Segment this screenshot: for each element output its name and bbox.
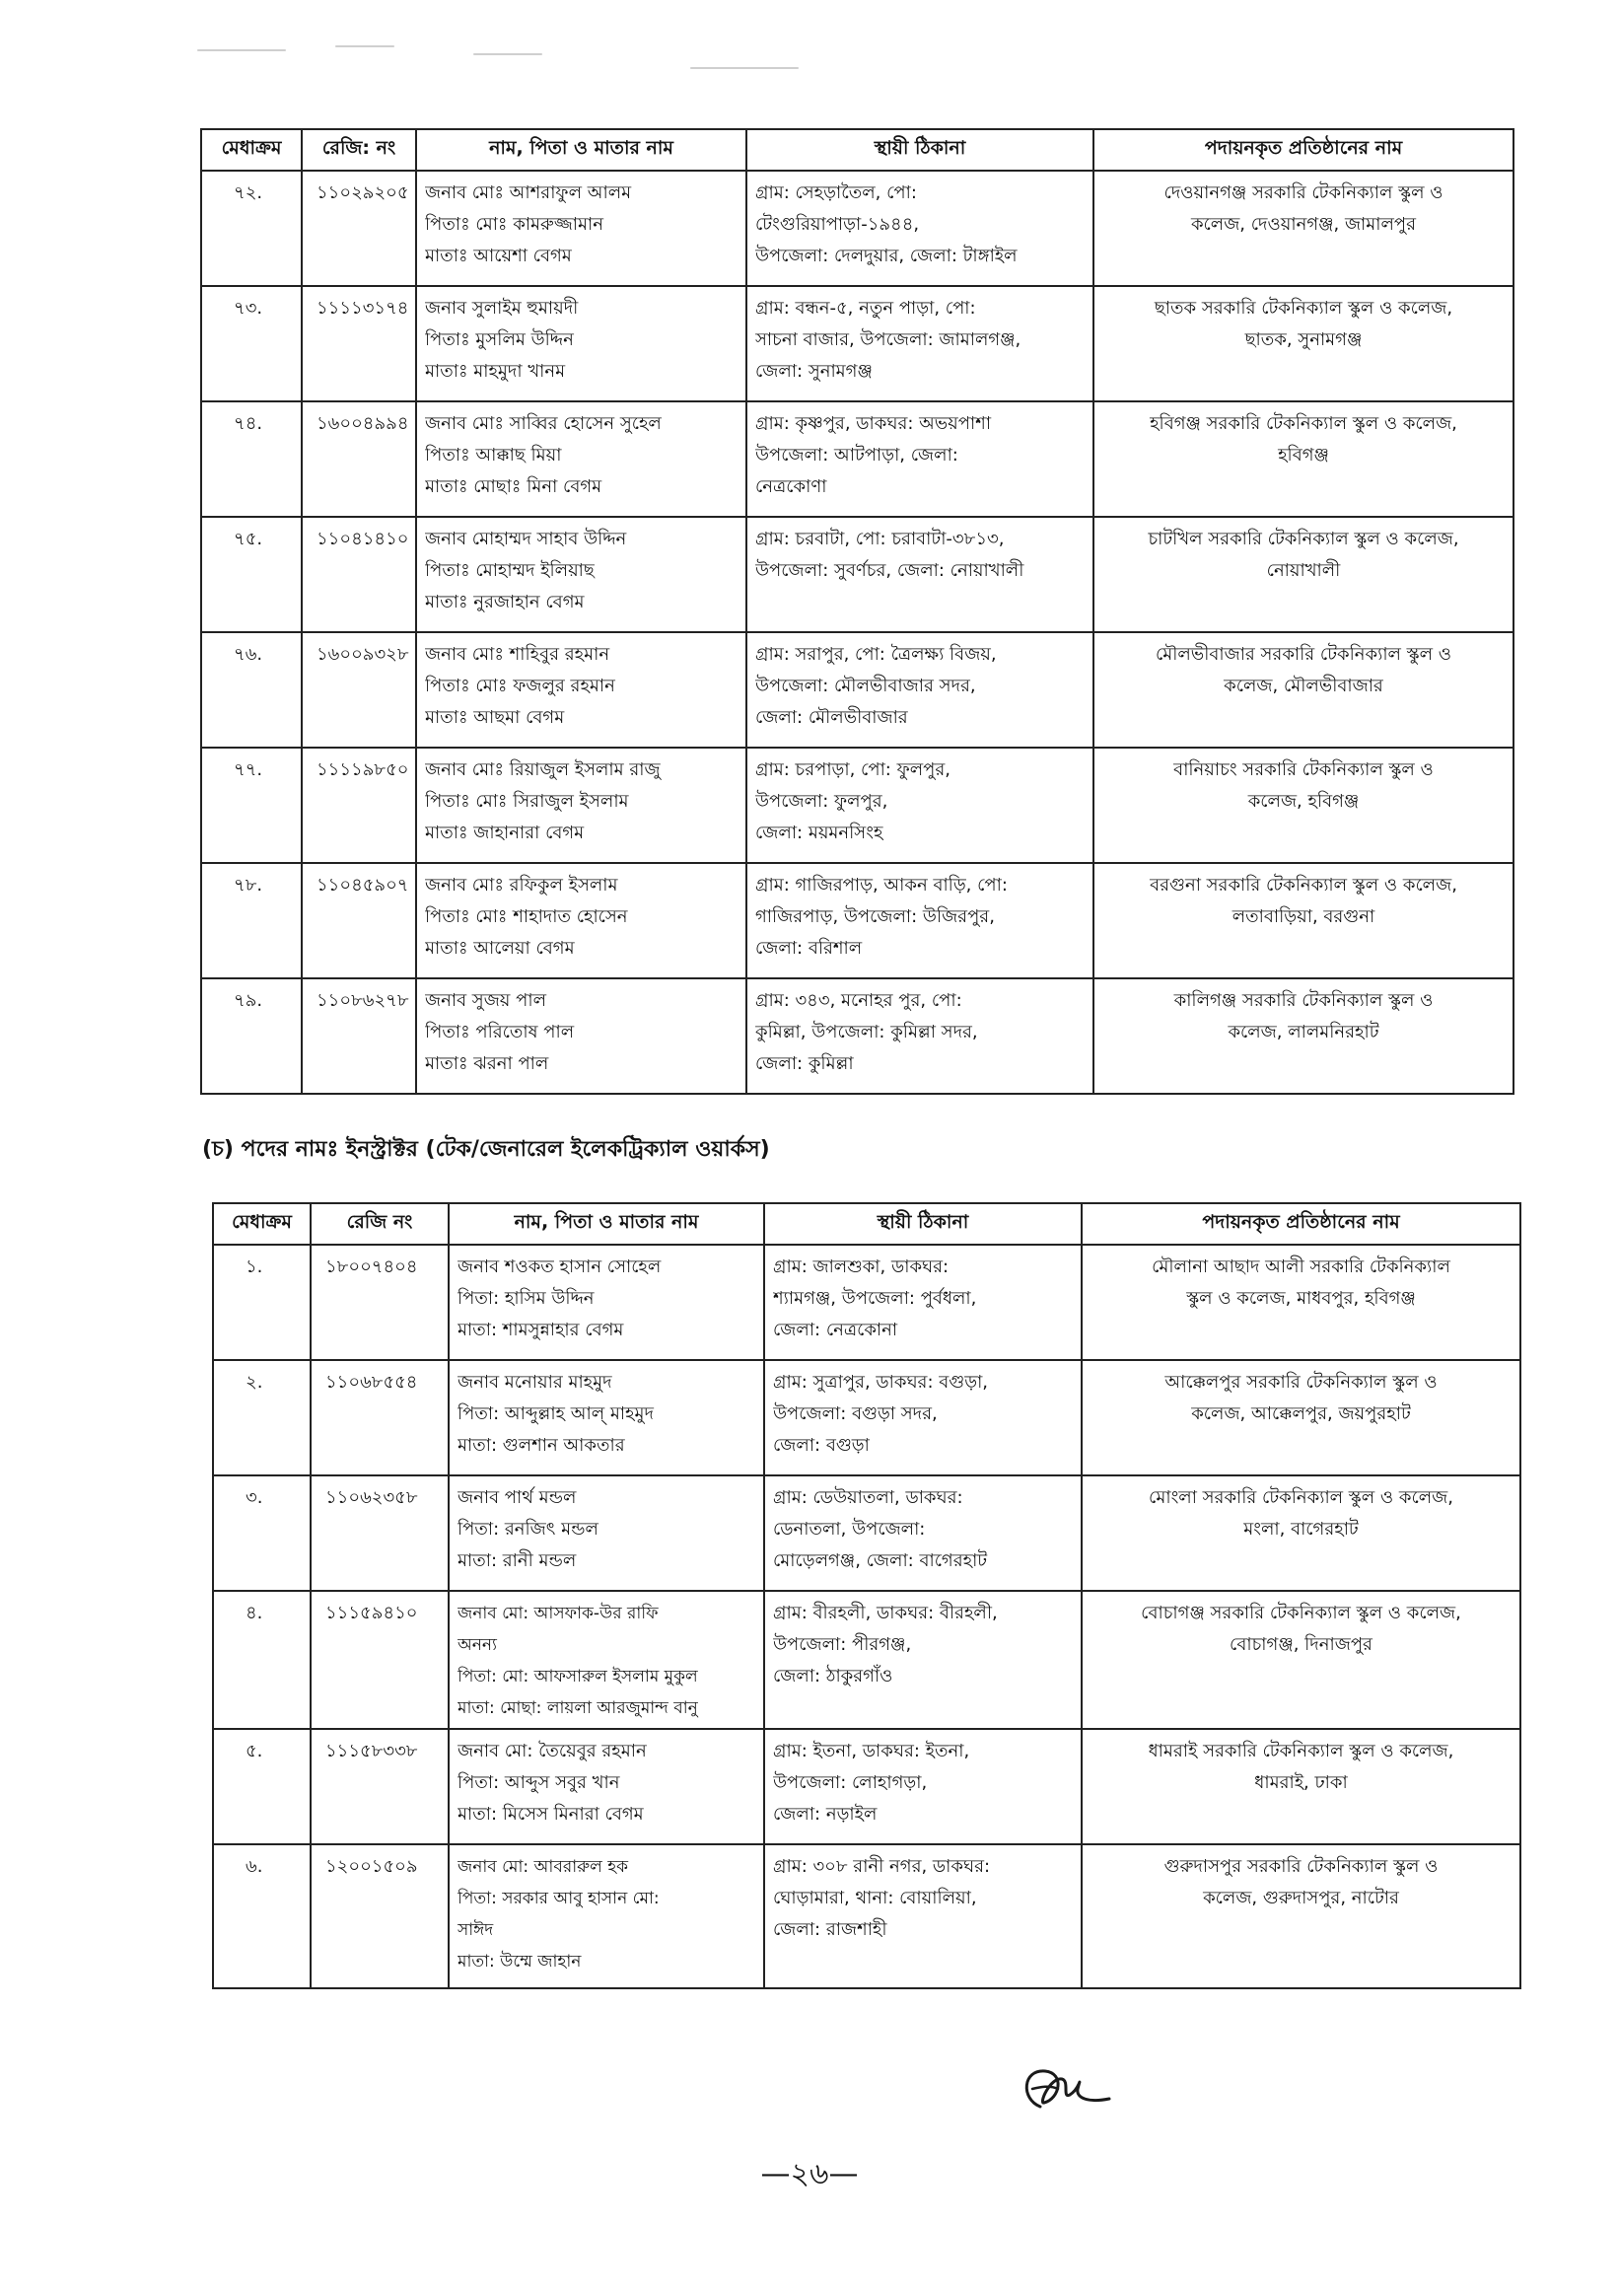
reg-cell: ১২০০১৫০৯ bbox=[311, 1844, 449, 1988]
serial-cell: ৭৬. bbox=[201, 632, 302, 748]
table-row bbox=[201, 517, 1513, 632]
institution-cell-line: গুরুদাসপুর সরকারি টেকনিক্যাল স্কুল ও bbox=[1163, 1856, 1439, 1877]
name-cell-line: পিতা: আব্দুল্লাহ আল্ মাহমুদ bbox=[458, 1403, 654, 1424]
reg-cell: ১১১৫৮৩৩৮ bbox=[311, 1729, 449, 1844]
name-cell bbox=[416, 863, 746, 978]
serial-cell: ৬. bbox=[213, 1844, 311, 1988]
serial-cell: ৭৪. bbox=[201, 401, 302, 517]
table-row bbox=[201, 286, 1513, 401]
institution-cell bbox=[1093, 286, 1513, 401]
name-cell bbox=[416, 171, 746, 286]
address-cell-line: জেলা: বগুড়া bbox=[773, 1435, 870, 1456]
reg-cell: ১১০৮৬২৭৮ bbox=[302, 978, 416, 1094]
page-number: —২৬— bbox=[760, 2157, 859, 2191]
address-cell-line: মোড়েলগঞ্জ, জেলা: বাগেরহাট bbox=[773, 1550, 988, 1571]
address-cell-line: ডেনাতলা, উপজেলা: bbox=[773, 1519, 926, 1540]
header-reg: রেজি: নং bbox=[302, 129, 416, 171]
name-cell bbox=[416, 748, 746, 863]
name-cell-line: অনন্য bbox=[458, 1635, 497, 1655]
table-row bbox=[201, 171, 1513, 286]
institution-cell-line: হবিগঞ্জ সরকারি টেকনিক্যাল স্কুল ও কলেজ, bbox=[1150, 413, 1457, 434]
name-cell-line: মাতা: উম্মে জাহান bbox=[458, 1952, 582, 1972]
address-cell-line: জেলা: কুমিল্লা bbox=[755, 1053, 854, 1074]
table-row bbox=[201, 748, 1513, 863]
institution-cell-line: নোয়াখালী bbox=[1266, 560, 1341, 581]
institution-cell-line: ধামরাই সরকারি টেকনিক্যাল স্কুল ও কলেজ, bbox=[1148, 1741, 1454, 1761]
institution-cell bbox=[1082, 1591, 1520, 1729]
institution-cell-line: ধামরাই, ঢাকা bbox=[1254, 1772, 1348, 1793]
institution-cell-line: কলেজ, আক্কেলপুর, জয়পুরহাট bbox=[1191, 1403, 1411, 1424]
name-cell bbox=[449, 1475, 764, 1591]
table-row bbox=[201, 632, 1513, 748]
name-cell-line: পিতা: রনজিৎ মন্ডল bbox=[458, 1519, 598, 1540]
serial-cell: ৭২. bbox=[201, 171, 302, 286]
address-cell-line: গ্রাম: বন্ধন-৫, নতুন পাড়া, পো: bbox=[755, 298, 976, 319]
name-cell-line: জনাব মোঃ শাহিবুর রহমান bbox=[425, 644, 610, 665]
reg-cell: ১৬০০৪৯৯৪ bbox=[302, 401, 416, 517]
address-cell bbox=[764, 1729, 1082, 1844]
institution-cell bbox=[1093, 401, 1513, 517]
institution-cell bbox=[1082, 1245, 1520, 1360]
table-row bbox=[213, 1844, 1520, 1988]
header-serial: মেধাক্রম bbox=[201, 129, 302, 171]
name-cell-line: জনাব মো: আবরারুল হক bbox=[458, 1857, 629, 1877]
institution-cell bbox=[1093, 632, 1513, 748]
institution-cell-line: ছাতক, সুনামগঞ্জ bbox=[1244, 329, 1363, 350]
address-cell-line: উপজেলা: আটপাড়া, জেলা: bbox=[755, 445, 958, 466]
header-name: নাম, পিতা ও মাতার নাম bbox=[449, 1203, 764, 1245]
name-cell-line: জনাব শওকত হাসান সোহেল bbox=[458, 1256, 662, 1277]
merit-table-top bbox=[200, 128, 1514, 1095]
reg-cell: ১৬০০৯৩২৮ bbox=[302, 632, 416, 748]
institution-cell bbox=[1082, 1475, 1520, 1591]
institution-cell-line: লতাবাড়িয়া, বরগুনা bbox=[1232, 906, 1375, 927]
address-cell bbox=[746, 748, 1093, 863]
address-cell-line: গ্রাম: কৃষ্ণপুর, ডাকঘর: অভয়পাশা bbox=[755, 413, 992, 434]
name-cell-line: জনাব মনোয়ার মাহমুদ bbox=[458, 1372, 612, 1393]
table-header-row bbox=[201, 129, 1513, 171]
institution-cell bbox=[1093, 517, 1513, 632]
address-cell-line: গ্রাম: চরপাড়া, পো: ফুলপুর, bbox=[755, 759, 950, 780]
name-cell-line: মাতাঃ ঝরনা পাল bbox=[425, 1053, 549, 1074]
name-cell-line: মাতাঃ আছমা বেগম bbox=[425, 707, 565, 728]
name-cell-line: জনাব মোঃ রফিকুল ইসলাম bbox=[425, 875, 618, 896]
name-cell-line: জনাব সুজয় পাল bbox=[425, 990, 546, 1011]
header-address: স্থায়ী ঠিকানা bbox=[764, 1203, 1082, 1245]
name-cell-line: মাতা: মোছা: লায়লা আরজুমান্দ বানু bbox=[458, 1698, 698, 1718]
name-cell bbox=[449, 1729, 764, 1844]
address-cell-line: গ্রাম: গাজিরপাড়, আকন বাড়ি, পো: bbox=[755, 875, 1008, 896]
address-cell-line: জেলা: ময়মনসিংহ bbox=[755, 823, 883, 843]
institution-cell bbox=[1082, 1844, 1520, 1988]
name-cell bbox=[449, 1245, 764, 1360]
institution-cell bbox=[1093, 748, 1513, 863]
header-institution: পদায়নকৃত প্রতিষ্ঠানের নাম bbox=[1082, 1203, 1520, 1245]
name-cell-line: পিতাঃ পরিতোষ পাল bbox=[425, 1022, 575, 1042]
institution-cell-line: বরগুনা সরকারি টেকনিক্যাল স্কুল ও কলেজ, bbox=[1150, 875, 1457, 896]
reg-cell: ১১১৫৯৪১০ bbox=[311, 1591, 449, 1729]
name-cell-line: পিতাঃ মুসলিম উদ্দিন bbox=[425, 329, 574, 350]
name-cell-line: পিতাঃ মোঃ শাহাদাত হোসেন bbox=[425, 906, 628, 927]
address-cell-line: কুমিল্লা, উপজেলা: কুমিল্লা সদর, bbox=[755, 1022, 978, 1042]
address-cell-line: গ্রাম: সুত্রাপুর, ডাকঘর: বগুড়া, bbox=[773, 1372, 989, 1393]
name-cell-line: মাতা: গুলশান আকতার bbox=[458, 1435, 625, 1456]
institution-cell bbox=[1082, 1360, 1520, 1475]
address-cell-line: গ্রাম: ৩৪৩, মনোহর পুর, পো: bbox=[755, 990, 962, 1011]
address-cell bbox=[746, 286, 1093, 401]
header-reg: রেজি নং bbox=[311, 1203, 449, 1245]
address-cell-line: গাজিরপাড়, উপজেলা: উজিরপুর, bbox=[755, 906, 995, 927]
reg-cell: ১১০৪৫৯০৭ bbox=[302, 863, 416, 978]
address-cell-line: জেলা: ঠাকুরগাঁও bbox=[773, 1666, 893, 1686]
institution-cell-line: মংলা, বাগেরহাট bbox=[1243, 1519, 1359, 1540]
header-name: নাম, পিতা ও মাতার নাম bbox=[416, 129, 746, 171]
institution-cell-line: কলেজ, মৌলভীবাজার bbox=[1224, 676, 1383, 696]
header-address: স্থায়ী ঠিকানা bbox=[746, 129, 1093, 171]
address-cell-line: জেলা: সুনামগঞ্জ bbox=[755, 361, 873, 382]
section-heading: (চ) পদের নামঃ ইনস্ট্রাক্টর (টেক/জেনারেল ইলেকট্রিক্যাল ওয়ার্কস) bbox=[202, 1137, 770, 1162]
name-cell-line: পিতাঃ মোঃ ফজলুর রহমান bbox=[425, 676, 615, 696]
address-cell-line: সাচনা বাজার, উপজেলা: জামালগঞ্জ, bbox=[755, 329, 1021, 350]
merit-table-bottom bbox=[212, 1202, 1521, 1989]
address-cell-line: গ্রাম: বীরহলী, ডাকঘর: বীরহলী, bbox=[773, 1603, 998, 1623]
name-cell-line: পিতা: মো: আফসারুল ইসলাম মুকুল bbox=[458, 1667, 698, 1686]
address-cell bbox=[764, 1591, 1082, 1729]
address-cell-line: টেংগুরিয়াপাড়া-১৯৪৪, bbox=[755, 214, 920, 235]
name-cell bbox=[416, 517, 746, 632]
serial-cell: ৭৫. bbox=[201, 517, 302, 632]
reg-cell: ১১০৬২৩৫৮ bbox=[311, 1475, 449, 1591]
header-serial: মেধাক্রম bbox=[213, 1203, 311, 1245]
name-cell-line: জনাব মোঃ আশরাফুল আলম bbox=[425, 182, 632, 203]
serial-cell: ৭৭. bbox=[201, 748, 302, 863]
name-cell-line: পিতা: হাসিম উদ্দিন bbox=[458, 1288, 595, 1309]
institution-cell-line: দেওয়ানগঞ্জ সরকারি টেকনিক্যাল স্কুল ও bbox=[1163, 182, 1443, 203]
address-cell bbox=[764, 1245, 1082, 1360]
institution-cell bbox=[1093, 863, 1513, 978]
institution-cell-line: বানিয়াচং সরকারি টেকনিক্যাল স্কুল ও bbox=[1173, 759, 1434, 780]
header-institution: পদায়নকৃত প্রতিষ্ঠানের নাম bbox=[1093, 129, 1513, 171]
address-cell bbox=[746, 401, 1093, 517]
name-cell-line: পিতাঃ মোহাম্মদ ইলিয়াছ bbox=[425, 560, 595, 581]
reg-cell: ১৮০০৭৪০৪ bbox=[311, 1245, 449, 1360]
institution-cell-line: মৌলভীবাজার সরকারি টেকনিক্যাল স্কুল ও bbox=[1155, 644, 1452, 665]
name-cell bbox=[416, 286, 746, 401]
reg-cell: ১১০৬৮৫৫৪ bbox=[311, 1360, 449, 1475]
reg-cell: ১১০২৯২০৫ bbox=[302, 171, 416, 286]
institution-cell-line: হবিগঞ্জ bbox=[1278, 445, 1329, 466]
name-cell bbox=[449, 1360, 764, 1475]
serial-cell: ৫. bbox=[213, 1729, 311, 1844]
name-cell-line: মাতাঃ নুরজাহান বেগম bbox=[425, 592, 585, 612]
address-cell-line: উপজেলা: বগুড়া সদর, bbox=[773, 1403, 938, 1424]
institution-cell-line: কলেজ, গুরুদাসপুর, নাটোর bbox=[1203, 1888, 1399, 1908]
institution-cell-line: কলেজ, হবিগঞ্জ bbox=[1247, 791, 1360, 812]
name-cell-line: সাঈদ bbox=[458, 1920, 494, 1940]
name-cell-line: জনাব মোহাম্মদ সাহাব উদ্দিন bbox=[425, 529, 627, 549]
institution-cell-line: ছাতক সরকারি টেকনিক্যাল স্কুল ও কলেজ, bbox=[1154, 298, 1453, 319]
address-cell-line: গ্রাম: সরাপুর, পো: ত্রৈলক্ষ্য বিজয়, bbox=[755, 644, 997, 665]
address-cell-line: উপজেলা: সুবর্ণচর, জেলা: নোয়াখালী bbox=[755, 560, 1024, 581]
name-cell-line: জনাব মো: তৈয়েবুর রহমান bbox=[458, 1741, 647, 1761]
serial-cell: ৭৮. bbox=[201, 863, 302, 978]
address-cell-line: ঘোড়ামারা, থানা: বোয়ালিয়া, bbox=[773, 1888, 977, 1908]
reg-cell: ১১১১৯৮৫০ bbox=[302, 748, 416, 863]
name-cell-line: পিতা: আব্দুস সবুর খান bbox=[458, 1772, 620, 1793]
institution-cell-line: মোংলা সরকারি টেকনিক্যাল স্কুল ও কলেজ, bbox=[1149, 1487, 1453, 1508]
address-cell bbox=[746, 863, 1093, 978]
name-cell-line: পিতাঃ মোঃ সিরাজুল ইসলাম bbox=[425, 791, 629, 812]
table-row bbox=[213, 1475, 1520, 1591]
table-header-row bbox=[213, 1203, 1520, 1245]
name-cell-line: মাতাঃ মোছাঃ মিনা বেগম bbox=[425, 476, 602, 497]
serial-cell: ১. bbox=[213, 1245, 311, 1360]
address-cell-line: শ্যামগঞ্জ, উপজেলা: পুর্বধলা, bbox=[773, 1288, 977, 1309]
institution-cell-line: স্কুল ও কলেজ, মাধবপুর, হবিগঞ্জ bbox=[1186, 1288, 1416, 1309]
address-cell-line: গ্রাম: জালশুকা, ডাকঘর: bbox=[773, 1256, 950, 1277]
name-cell-line: জনাব পার্থ মন্ডল bbox=[458, 1487, 577, 1508]
serial-cell: ৪. bbox=[213, 1591, 311, 1729]
address-cell-line: গ্রাম: ৩০৮ রানী নগর, ডাকঘর: bbox=[773, 1856, 991, 1877]
address-cell-line: উপজেলা: লোহাগড়া, bbox=[773, 1772, 928, 1793]
address-cell-line: উপজেলা: দেলদুয়ার, জেলা: টাঙ্গাইল bbox=[755, 246, 1018, 266]
name-cell-line: পিতা: সরকার আবু হাসান মো: bbox=[458, 1889, 660, 1908]
name-cell-line: মাতাঃ আয়েশা বেগম bbox=[425, 246, 572, 266]
name-cell-line: মাতা: শামসুন্নাহার বেগম bbox=[458, 1320, 624, 1340]
serial-cell: ২. bbox=[213, 1360, 311, 1475]
name-cell bbox=[449, 1844, 764, 1988]
serial-cell: ৭৯. bbox=[201, 978, 302, 1094]
address-cell bbox=[746, 632, 1093, 748]
address-cell-line: গ্রাম: ইতনা, ডাকঘর: ইতনা, bbox=[773, 1741, 970, 1761]
name-cell-line: মাতাঃ জাহানারা বেগম bbox=[425, 823, 585, 843]
address-cell-line: উপজেলা: ফুলপুর, bbox=[755, 791, 888, 812]
name-cell bbox=[449, 1591, 764, 1729]
name-cell-line: মাতা: মিসেস মিনারা বেগম bbox=[458, 1804, 644, 1825]
name-cell-line: জনাব মো: আসফাক-উর রাফি bbox=[458, 1604, 659, 1623]
scan-artifacts bbox=[177, 39, 868, 79]
name-cell bbox=[416, 401, 746, 517]
name-cell-line: জনাব মোঃ রিয়াজুল ইসলাম রাজু bbox=[425, 759, 661, 780]
institution-cell-line: কলেজ, দেওয়ানগঞ্জ, জামালপুর bbox=[1190, 214, 1417, 235]
address-cell-line: জেলা: নড়াইল bbox=[773, 1804, 878, 1825]
reg-cell: ১১১১৩১৭৪ bbox=[302, 286, 416, 401]
address-cell bbox=[764, 1844, 1082, 1988]
institution-cell-line: বোচাগঞ্জ, দিনাজপুর bbox=[1230, 1634, 1373, 1655]
address-cell-line: জেলা: মৌলভীবাজার bbox=[755, 707, 908, 728]
name-cell-line: মাতাঃ আলেয়া বেগম bbox=[425, 938, 575, 959]
address-cell-line: জেলা: বরিশাল bbox=[755, 938, 863, 959]
name-cell-line: জনাব সুলাইম হুমায়দী bbox=[425, 298, 579, 319]
address-cell-line: উপজেলা: মৌলভীবাজার সদর, bbox=[755, 676, 976, 696]
table-row bbox=[201, 978, 1513, 1094]
name-cell bbox=[416, 978, 746, 1094]
address-cell bbox=[746, 978, 1093, 1094]
address-cell-line: জেলা: রাজশাহী bbox=[773, 1919, 887, 1940]
name-cell-line: পিতাঃ মোঃ কামরুজ্জামান bbox=[425, 214, 603, 235]
reg-cell: ১১০৪১৪১০ bbox=[302, 517, 416, 632]
institution-cell bbox=[1093, 978, 1513, 1094]
address-cell bbox=[746, 171, 1093, 286]
address-cell-line: উপজেলা: পীরগঞ্জ, bbox=[773, 1634, 912, 1655]
table-row bbox=[213, 1591, 1520, 1729]
table-row bbox=[201, 863, 1513, 978]
institution-cell-line: চাটখিল সরকারি টেকনিক্যাল স্কুল ও কলেজ, bbox=[1148, 529, 1459, 549]
name-cell-line: জনাব মোঃ সাব্বির হোসেন সুহেল bbox=[425, 413, 662, 434]
signature-icon bbox=[1011, 2059, 1119, 2128]
institution-cell-line: কালিগঞ্জ সরকারি টেকনিক্যাল স্কুল ও bbox=[1173, 990, 1434, 1011]
institution-cell-line: আক্কেলপুর সরকারি টেকনিক্যাল স্কুল ও bbox=[1164, 1372, 1438, 1393]
table-row bbox=[213, 1360, 1520, 1475]
address-cell bbox=[746, 517, 1093, 632]
address-cell-line: গ্রাম: ডেউয়াতলা, ডাকঘর: bbox=[773, 1487, 963, 1508]
table-row bbox=[213, 1245, 1520, 1360]
address-cell-line: জেলা: নেত্রকোনা bbox=[773, 1320, 898, 1340]
table-row bbox=[213, 1729, 1520, 1844]
table-row bbox=[201, 401, 1513, 517]
address-cell-line: নেত্রকোণা bbox=[755, 476, 827, 497]
serial-cell: ৭৩. bbox=[201, 286, 302, 401]
name-cell-line: মাতা: রানী মন্ডল bbox=[458, 1550, 577, 1571]
name-cell-line: মাতাঃ মাহমুদা খানম bbox=[425, 361, 566, 382]
institution-cell bbox=[1093, 171, 1513, 286]
institution-cell bbox=[1082, 1729, 1520, 1844]
address-cell bbox=[764, 1360, 1082, 1475]
address-cell-line: গ্রাম: চরবাটা, পো: চরাবাটা-৩৮১৩, bbox=[755, 529, 1005, 549]
address-cell-line: গ্রাম: সেহড়াতৈল, পো: bbox=[755, 182, 917, 203]
institution-cell-line: মৌলানা আছাদ আলী সরকারি টেকনিক্যাল bbox=[1152, 1256, 1450, 1277]
institution-cell-line: কলেজ, লালমনিরহাট bbox=[1228, 1022, 1379, 1042]
serial-cell: ৩. bbox=[213, 1475, 311, 1591]
name-cell bbox=[416, 632, 746, 748]
institution-cell-line: বোচাগঞ্জ সরকারি টেকনিক্যাল স্কুল ও কলেজ, bbox=[1141, 1603, 1461, 1623]
address-cell bbox=[764, 1475, 1082, 1591]
name-cell-line: পিতাঃ আক্কাছ মিয়া bbox=[425, 445, 562, 466]
